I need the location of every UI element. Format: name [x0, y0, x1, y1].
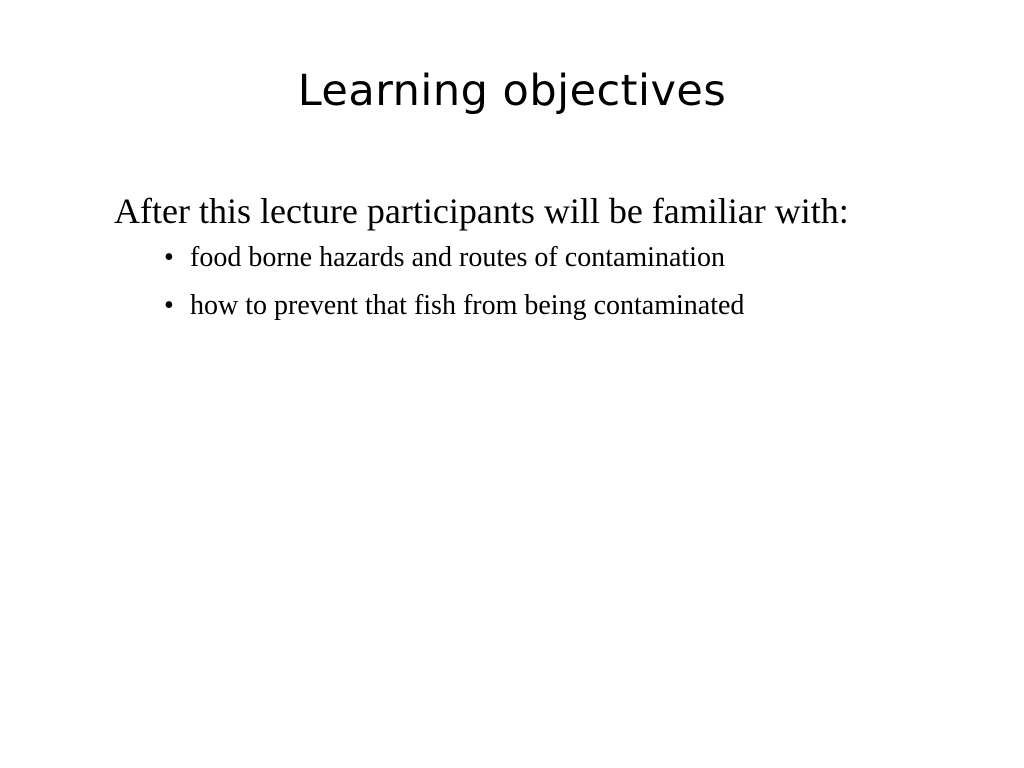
slide-body — [114, 190, 994, 322]
bullet-item-prevention — [164, 289, 994, 323]
bullet-dot-icon: • — [164, 289, 174, 321]
bullet-text: how to prevent that fish from being contaminated — [190, 289, 745, 321]
bullet-dot-icon: • — [164, 242, 174, 274]
intro-text: After this lecture participants will be familiar with: — [114, 191, 849, 231]
bullet-item-hazards — [164, 241, 994, 275]
bullet-text: food borne hazards and routes of contamination — [190, 242, 725, 274]
slide-title: Learning objectives — [297, 66, 727, 116]
bullet-list — [114, 241, 994, 322]
